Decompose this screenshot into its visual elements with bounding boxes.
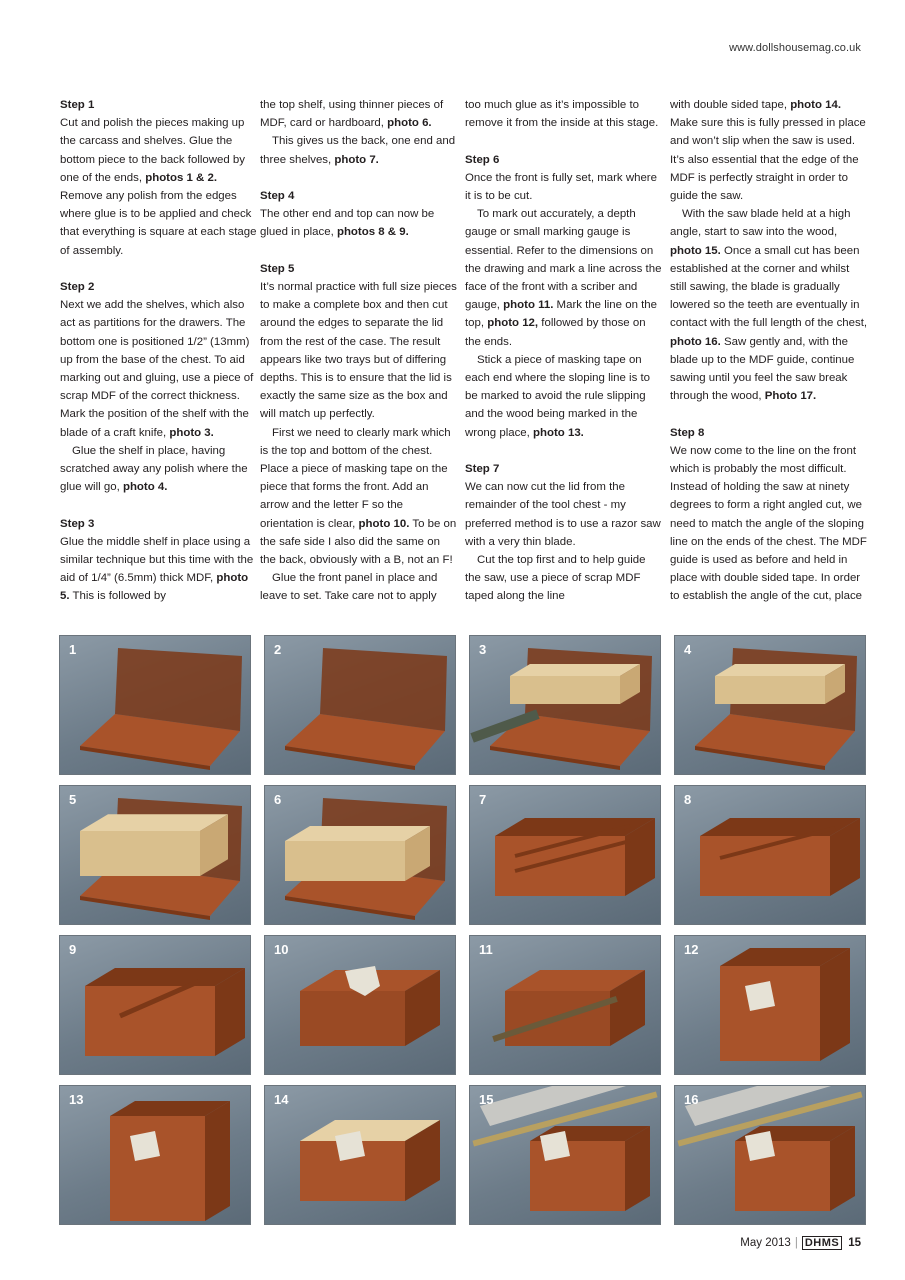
text-run: We can now cut the lid from the remainder of the tool chest - my preferred method is to use a razor saw with a very thin blade.	[465, 481, 661, 548]
paragraph	[260, 424, 458, 570]
paragraph-spacer	[465, 132, 663, 150]
paragraph	[465, 205, 663, 351]
paragraph	[60, 114, 258, 260]
tool-chest-illustration	[265, 936, 455, 1074]
text-run: This gives us the back, one end and three shelves,	[260, 135, 456, 166]
paragraph-spacer	[465, 442, 663, 460]
step-heading: Step 8	[670, 426, 705, 439]
text-run: First we need to clearly mark which is the top and bottom of the chest. Place a piece of masking tape on the piece that forms the front. Add an arrow and the letter F so the orientation is clear,	[260, 426, 451, 530]
photo-number: 13	[69, 1092, 84, 1107]
step-heading: Step 4	[260, 190, 295, 202]
paragraph	[260, 278, 458, 424]
paragraph-spacer	[260, 169, 458, 187]
photo-reference: photo 4.	[122, 481, 168, 494]
text-run: The other end and top can now be glued in place,	[260, 208, 435, 239]
paragraph	[465, 351, 663, 442]
photo-reference: photo 6.	[387, 117, 432, 130]
step-photo	[60, 936, 250, 1074]
tool-chest-illustration	[60, 636, 250, 774]
step-photo	[675, 636, 865, 774]
text-run: Next we add the shelves, which also act as partitions for the drawers. The bottom one is positioned 1/2” (13mm) up from the base of the chest. To aid marking out and gluing, use a piece of scrap MDF of the correct thickness. Mark the position of the shelf with the blade of a craft knife,	[60, 299, 254, 439]
step-photo	[265, 786, 455, 924]
photo-reference: photo 5.	[60, 572, 249, 603]
photo-reference: photo 16.	[670, 335, 721, 348]
paragraph	[260, 569, 458, 605]
photo-number: 15	[479, 1092, 494, 1107]
tool-chest-illustration	[265, 636, 455, 774]
step-heading: Step 6	[465, 153, 500, 166]
text-run: Make sure this is fully pressed in place and won’t slip when the saw is used. It’s also essential that the edge of the MDF is perfectly straight in order to guide the saw.	[670, 117, 866, 203]
step-photo	[675, 1086, 865, 1224]
text-run: Mark the line on the top,	[465, 299, 658, 330]
paragraph	[670, 96, 868, 205]
text-run: We now come to the line on the front which is probably the most difficult. Instead of holding the saw at ninety degrees to form a right angled cut, we need to match the angle of the sloping line on the ends of the chest. The MDF guide is used as before and held in place with double sided tape. In order to establish the angle of the cut, place	[670, 444, 867, 603]
paragraph	[465, 96, 663, 132]
photo-number: 11	[479, 942, 493, 957]
photo-number: 14	[274, 1092, 289, 1107]
step-photo	[470, 636, 660, 774]
photo-reference: photo 14.	[790, 99, 842, 111]
tool-chest-illustration	[675, 636, 865, 774]
paragraph	[60, 296, 258, 442]
step-heading: Step 7	[465, 463, 500, 476]
photo-number: 1	[69, 642, 77, 657]
site-url[interactable]: www.dollshousemag.co.uk	[729, 42, 861, 54]
text-run: It’s normal practice with full size pieces to make a complete box and then cut around the edges to separate the lid from the rest of the case. The result appears like two trays but of differing depths. This is to ensure that the lid is exactly the same size as the box and will match up perfectly.	[260, 281, 457, 421]
photo-number: 4	[684, 642, 692, 657]
photo-reference: photo 15.	[670, 244, 721, 257]
tool-chest-illustration	[470, 936, 660, 1074]
text-column-4	[670, 96, 868, 606]
paragraph-spacer	[60, 260, 258, 278]
step-photo	[60, 786, 250, 924]
paragraph	[260, 96, 458, 132]
text-run: Once the front is fully set, mark where it is to be cut.	[465, 171, 657, 202]
text-run: Remove any polish from the edges where glue is to be applied and check that everything is square at each stage of assembly.	[60, 190, 257, 257]
step-photo	[675, 936, 865, 1074]
tool-chest-illustration	[265, 1086, 455, 1224]
tool-chest-illustration	[60, 1086, 250, 1224]
footer-separator: |	[794, 1237, 798, 1249]
text-run: Glue the front panel in place and leave to set. Take care not to apply	[260, 572, 438, 603]
photo-number: 12	[684, 942, 699, 957]
paragraph-spacer	[260, 242, 458, 260]
page-footer	[740, 1236, 861, 1250]
photo-reference: Photo 17.	[764, 390, 817, 403]
photo-reference: photo 3.	[169, 426, 214, 439]
step-heading: Step 1	[60, 99, 95, 111]
photo-reference: photo 11.	[503, 299, 554, 312]
photo-reference: photo 7.	[334, 153, 379, 166]
text-run: This is followed by	[69, 590, 166, 603]
photo-number: 9	[69, 942, 77, 957]
text-run: Glue the shelf in place, having scratched away any polish where the glue will go,	[60, 444, 248, 494]
text-column-2	[260, 96, 458, 606]
paragraph-spacer	[60, 496, 258, 514]
text-run: Saw gently and, with the blade up to the MDF guide, continue sawing until you feel the saw break through the wood,	[670, 335, 855, 403]
text-run: Glue the middle shelf in place using a similar technique but this time with the aid of 1/4” (6.5mm) thick MDF,	[60, 535, 254, 585]
tool-chest-illustration	[470, 1086, 660, 1224]
tool-chest-illustration	[675, 936, 865, 1074]
paragraph	[465, 169, 663, 205]
step-photo	[470, 936, 660, 1074]
paragraph	[60, 442, 258, 497]
paragraph	[260, 132, 458, 168]
text-run: Cut the top first and to help guide the saw, use a piece of scrap MDF taped along the line	[465, 554, 646, 603]
tool-chest-illustration	[60, 936, 250, 1074]
text-run: Cut and polish the pieces making up the carcass and shelves. Glue the bottom piece to the back followed by one of the ends,	[60, 117, 246, 184]
photo-number: 3	[479, 642, 487, 657]
step-photo	[265, 1086, 455, 1224]
step-heading: Step 5	[260, 262, 295, 275]
photo-grid	[60, 636, 862, 1226]
tool-chest-illustration	[470, 786, 660, 924]
step-photo	[675, 786, 865, 924]
step-heading: Step 3	[60, 517, 95, 530]
paragraph	[465, 551, 663, 606]
photo-number: 6	[274, 792, 282, 807]
paragraph	[260, 205, 458, 241]
photo-number: 5	[69, 792, 77, 807]
text-run: too much glue as it’s impossible to remove it from the inside at this stage.	[465, 99, 659, 130]
photo-reference: photo 10.	[358, 517, 410, 530]
issue-date: May 2013	[740, 1237, 791, 1249]
text-run: the top shelf, using thinner pieces of MDF, card or hardboard,	[260, 99, 444, 130]
step-photo	[265, 636, 455, 774]
text-column-3	[465, 96, 663, 606]
text-run: To be on the safe side I also did the same on the back, obviously with a B, not an F!	[260, 517, 457, 567]
photo-reference: photos 1 & 2.	[145, 171, 218, 184]
magazine-logo: DHMS	[802, 1236, 842, 1250]
photo-number: 8	[684, 792, 692, 807]
step-photo	[470, 786, 660, 924]
text-run: followed by those on the ends.	[465, 317, 646, 348]
text-run: With the saw blade held at a high angle, start to saw into the wood,	[670, 208, 851, 239]
photo-reference: photos 8 & 9.	[336, 226, 409, 239]
step-photo	[60, 636, 250, 774]
step-photo	[60, 1086, 250, 1224]
text-run: with double sided tape,	[670, 99, 791, 111]
step-photo	[265, 936, 455, 1074]
photo-number: 7	[479, 792, 487, 807]
photo-reference: photo 13.	[533, 426, 584, 439]
paragraph	[60, 533, 258, 606]
paragraph	[670, 205, 868, 405]
paragraph	[465, 478, 663, 551]
text-run: Once a small cut has been established at the corner and whilst still sawing, the blade is gradually lowered so the teeth are eventually in contact with the full length of the chest,	[670, 244, 868, 330]
text-run: Stick a piece of masking tape on each end where the sloping line is to be marked to avoid the rule slipping and the wood being marked in the wrong place,	[465, 353, 651, 439]
tool-chest-illustration	[265, 786, 455, 924]
step-heading: Step 2	[60, 281, 95, 294]
tool-chest-illustration	[60, 786, 250, 924]
text-column-1	[60, 96, 258, 606]
paragraph-spacer	[670, 405, 868, 423]
page-number: 15	[848, 1237, 861, 1249]
text-run: To mark out accurately, a depth gauge or small marking gauge is essential. Refer to the dimensions on the drawing and mark a line across the face of the front with a scriber and gauge,	[465, 208, 662, 312]
tool-chest-illustration	[675, 786, 865, 924]
tool-chest-illustration	[470, 636, 660, 774]
photo-number: 10	[274, 942, 289, 957]
photo-number: 16	[684, 1092, 699, 1107]
photo-number: 2	[274, 642, 282, 657]
article-columns	[60, 96, 868, 628]
photo-reference: photo 12,	[487, 317, 539, 330]
tool-chest-illustration	[675, 1086, 865, 1224]
paragraph	[670, 442, 868, 606]
step-photo	[470, 1086, 660, 1224]
